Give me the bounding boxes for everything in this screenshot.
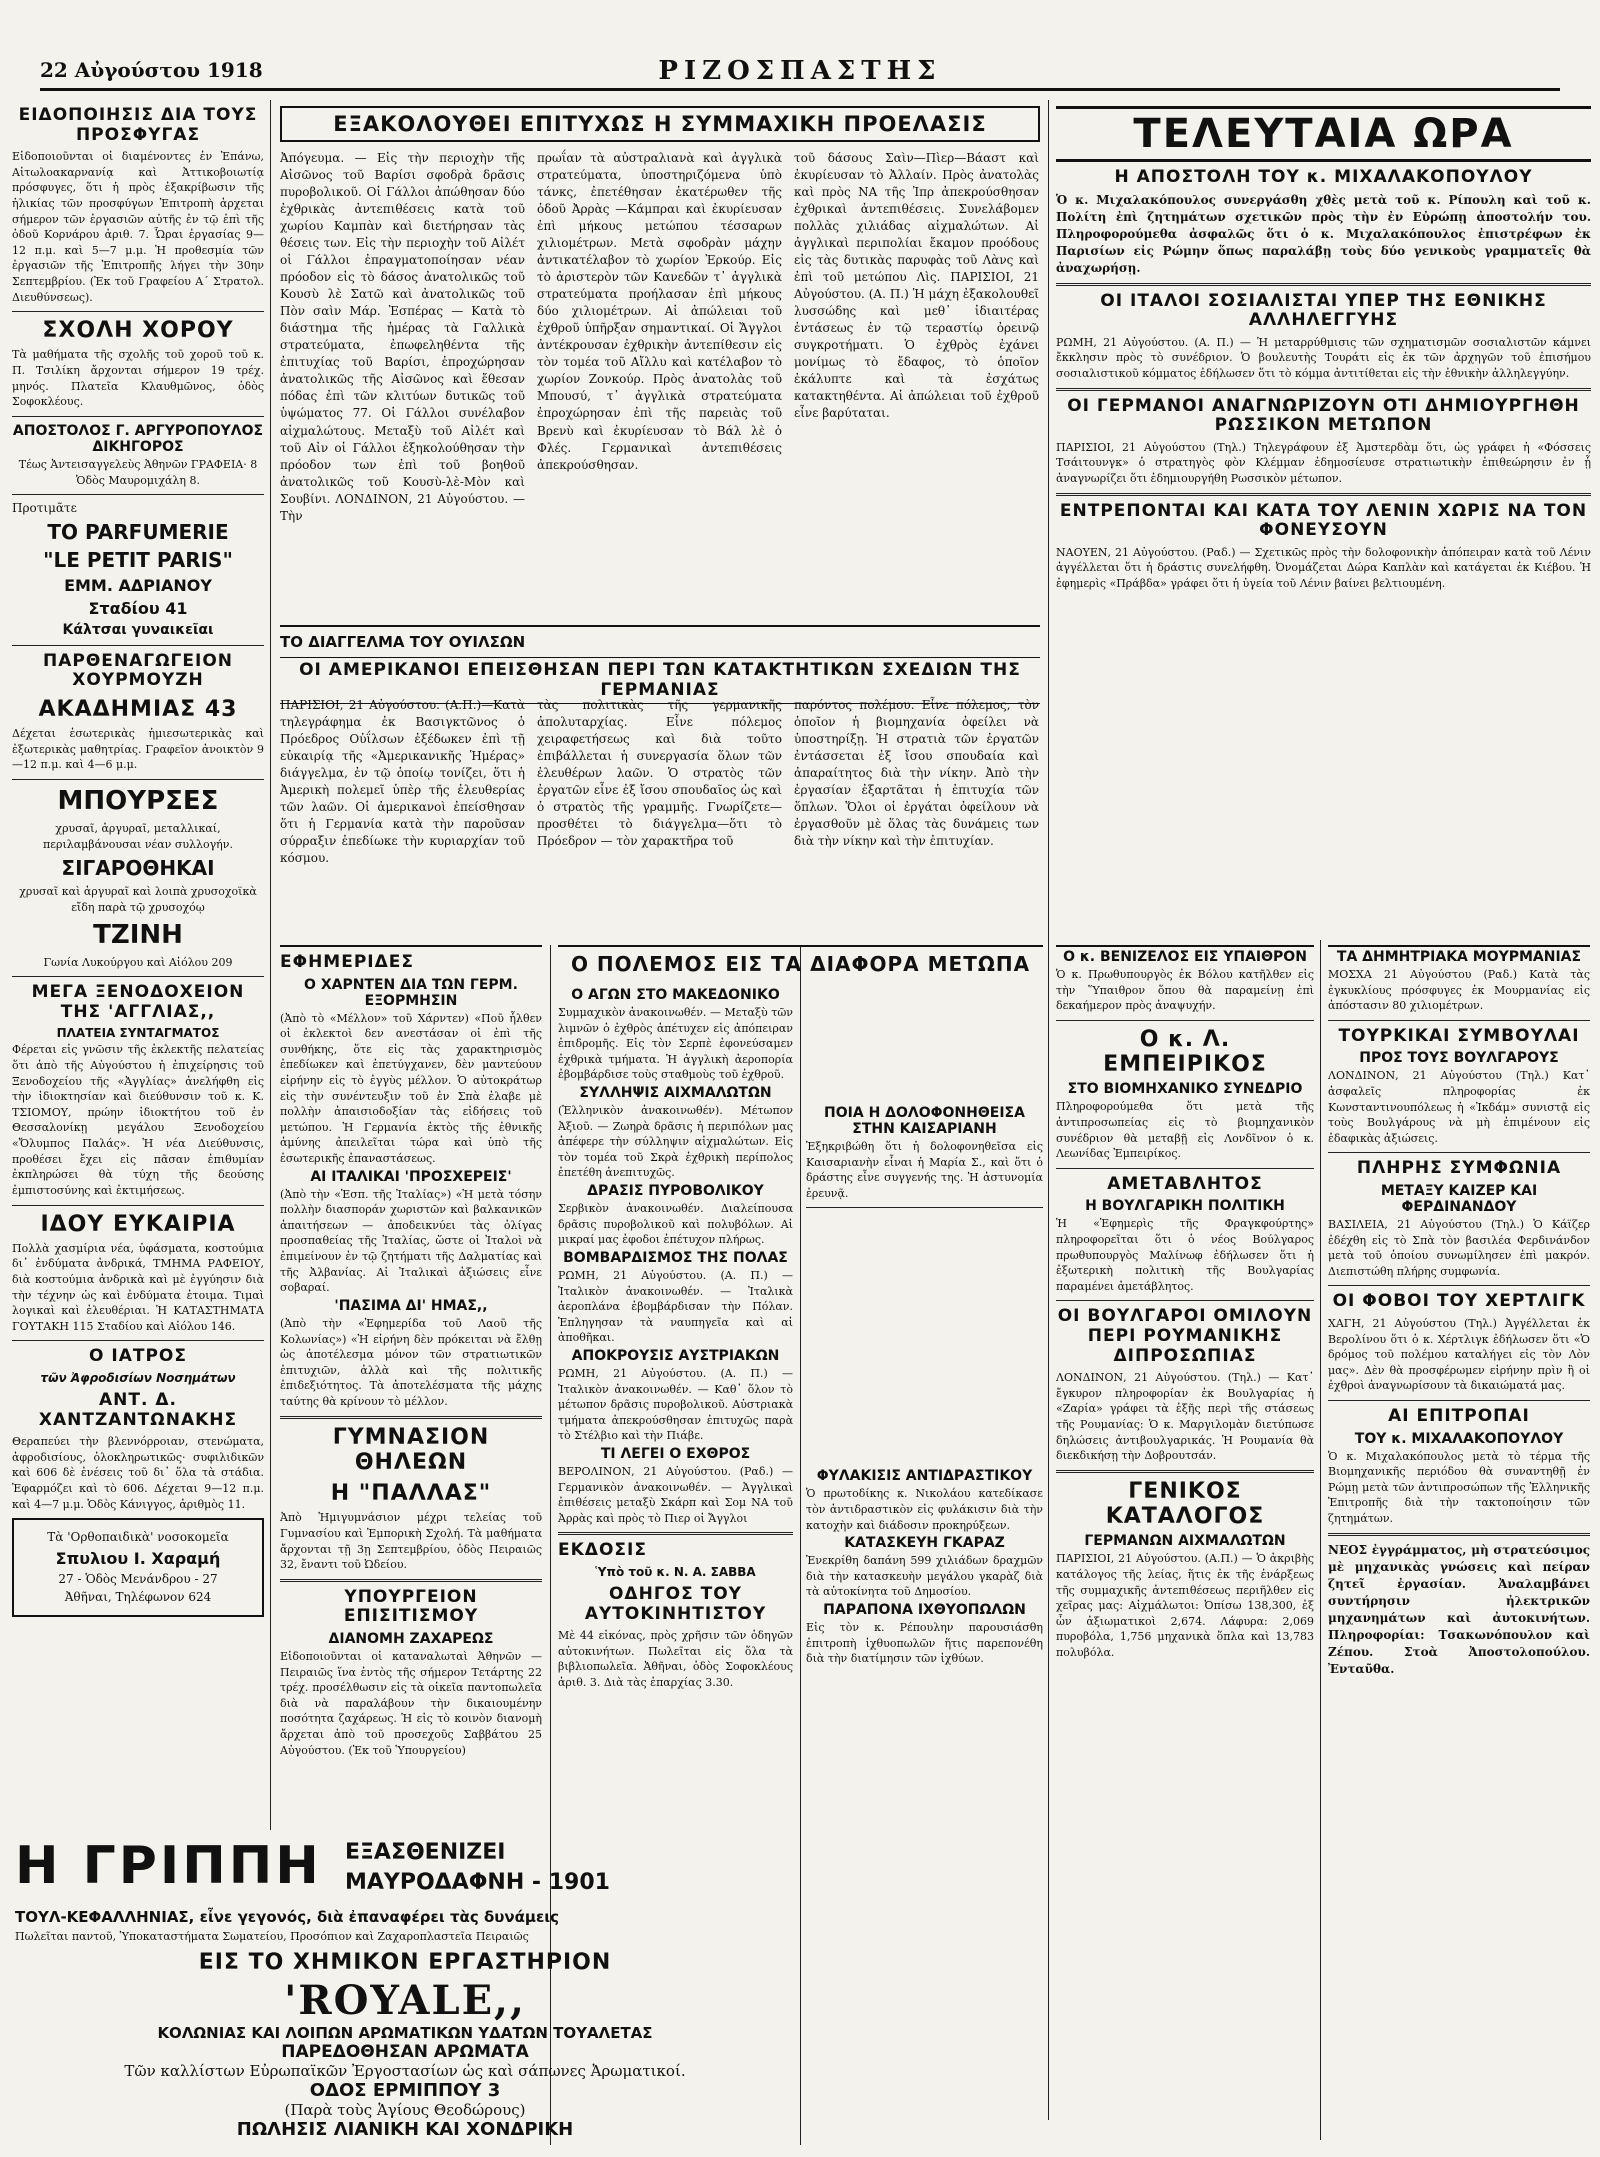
opportunity-headline: ΙΔΟΥ ΕΥΚΑΙΡΙΑ (40, 1211, 236, 1237)
girls-school-text: Δέχεται ἐσωτερικὰς ἡμιεσωτερικὰς καὶ ἐξωτερικὰς μαθητρίας. Γραφεῖον ἀνοικτὸν 9—12 π.μ. καὶ 4—6 μ.μ. (12, 727, 264, 772)
press-review-headline: ΕΦΗΜΕΡΙΔΕΣ (280, 952, 414, 972)
war-fronts-story (558, 945, 1043, 2147)
full-agreement-headline: ΠΛΗΡΗΣ ΣΥΜΦΩΝΙΑ (1356, 1158, 1562, 1179)
mission-text: Ὁ κ. Μιχαλακόπουλος συνεργάσθη χθὲς μετὰ τοῦ κ. Ρίπουλη καὶ τοῦ κ. Πολίτη ἐπὶ ζητημάτων σχετικῶν πρὸς τὴν ἐν Εὐρώπῃ ἀποστολήν του. Πληροφορούμεθα ἀσφαλῶς ὅτι ὁ κ. Μιχαλακόπουλος ἐπιστρέφων ἐκ Παρισίων εἰς Ρώμην ὅπως παραλάβῃ τοὺς δύο γενικοὺς γραμματεῖς θὰ ἀναχωρήσῃ. (1056, 192, 1591, 275)
bulgarian-policy-headline: ΑΜΕΤΑΒΛΗΤΟΣ (1107, 1173, 1263, 1194)
cigarette-case-text: χρυσαῖ καὶ ἀργυραῖ καὶ λοιπὰ χρυσοχοϊκὰ εἴδη παρὰ τῷ χρυσοχόῳ (19, 885, 257, 914)
wilson-col2 (537, 697, 782, 850)
right-col-a (1056, 945, 1314, 2142)
main-banner: ΕΞΑΚΟΛΟΥΘΕΙ ΕΠΙΤΥΧΩΣ Η ΣΥΜΜΑΧΙΚΗ ΠΡΟΕΛΑΣΙΣ (280, 106, 1040, 142)
prisoners-text: (Ἑλληνικὸν ἀνακοινωθέν). Μέτωπον Ἀξιοῦ. — Ζωηρὰ δρᾶσις ἡ περιπόλων μας ἀπέφερε τὴν σύλληψιν αἰχμαλώτων. Εἰς τὸν τομέα τοῦ Σκρὰ ἐχθρικὴ περίπολος ἐπετέθη ἀνεπιτυχῶς. (558, 1104, 793, 1180)
brooch-headline: ΜΠΟΥΡΣΕΣ (57, 785, 219, 816)
main-text-2: πρωΐαν τὰ αὐστραλιανὰ καὶ ἀγγλικὰ στρατεύματα, ὑποστηριζόμενα ὑπὸ τάνκς, ἐπετέθησαν ἑκατέρωθεν τῆς ὁδοῦ Ἀρρὰς —Κάμπραι καὶ ἐκυρίευσαν ἐπὶ μήκους μετώπου τέσσαρων χιλιομέτρων. Μετὰ σφοδρὰν μάχην ἀντικατέλαβον τὸ χωρίον Ἐρκούρ. Εἰς τὸ ἀριστερὸν τῶν Κανεδῶν τ᾽ ἀγγλικὰ στρατεύματα προήλασαν ἐπὶ μήκους δύο χιλιομέτρων. Αἱ ἀπώλειαι τοῦ ἐχθροῦ ὑπῆρξαν σημαντικαί. Οἱ Ἄγγλοι ἀντέκρουσαν ἐχθρικὴν ἀντεπίθεσιν εἰς τὸν τομέα τοῦ Αἴλλυ καὶ κατέλαβον τὸ χωρίον Ζονκούρ. Πρὸς ἀνατολὰς τοῦ Μπουσύ, τ᾽ ἀγγλικὰ στρατεύματα ἐπροχώρησαν ἐπὶ τῆς παρειὰς τοῦ Βρενὺ καὶ ἐκυρίευσαν τὸ Βάλ λὲ ὁ Φλές. Γερμανικαὶ ἀντεπιθέσεις ἀπεκρούσθησαν. (537, 151, 782, 472)
committees-text: Ὁ κ. Μιχαλακόπουλος μετὰ τὸ τέρμα τῆς Βιομηχανικῆς περιόδου θὰ συναντηθῇ ἐν Ρώμῃ μετὰ τῶν ἀντιπροσώπων τῆς Ἑλληνικῆς Ἐπιτροπῆς διὰ τὴν τακτοποίησιν τῶν ζητημάτων. (1328, 1449, 1590, 1525)
orthopedic-ad-box (12, 1518, 264, 1616)
left-classifieds-column (12, 100, 264, 1830)
doctor-name: ΑΝΤ. Δ. ΧΑΝΤΖΑΝΤΩΝΑΚΗΣ (38, 1390, 238, 1430)
royale-line8: ΠΩΛΗΣΙΣ ΛΙΑΝΙΚΗ ΚΑΙ ΧΟΝΔΡΙΚΗ (236, 2119, 574, 2140)
venizelos-text: Ὁ κ. Πρωθυπουργὸς ἐκ Βόλου κατῆλθεν εἰς τὴν Ὕπαιθρον ὅπου θὰ παραμείνῃ ἐπὶ δεκαήμερον πρὸς ἀναψυχήν. (1056, 968, 1314, 1013)
socialists-text: ΡΩΜΗ, 21 Αὐγούστου. (Α. Π.) — Ἡ μεταρρύθμισις τῶν σχηματισμῶν σοσιαλιστῶν κάμνει ἔκκλησιν πρὸς τὸ συνέδριον. Ὁ βουλευτὴς Τουράτι εἰς ἐκ τῶν ἀρχηγῶν τοῦ ἐπισήμου σοσιαλιστικοῦ κόμματος ἐδήλωσεν ὅτι τὸ κόμμα ἀντιτίθεται εἰς τὴν ἐθνικὴν ἀλληλεγγύην. (1056, 335, 1591, 381)
gymnasium-headline: ΓΥΜΝΑΣΙΟΝ ΘΗΛΕΩΝ (332, 1424, 490, 1475)
publication-title: ΟΔΗΓΟΣ ΤΟΥ ΑΥΤΟΚΙΝΗΤΙΣΤΟΥ (584, 1584, 767, 1624)
imprisonment-headline: ΦΥΛΑΚΙΣΙΣ ΑΝΤΙΔΡΑΣΤΙΚΟΥ (816, 1468, 1033, 1485)
lenin-headline: ΕΝΤΡΕΠΟΝΤΑΙ ΚΑΙ ΚΑΤΑ ΤΟΥ ΛΕΝΙΝ ΧΩΡΙΣ ΝΑ ΤΟΝ ΦΟΝΕΥΣΟΥΝ (1059, 500, 1588, 541)
girls-school-headline: ΠΑΡΘΕΝΑΓΩΓΕΙΟΝ ΧΟΥΡΜΟΥΖΗ (42, 650, 234, 691)
tzini-address: Γωνία Λυκούργου καὶ Αἰόλου 209 (43, 955, 233, 969)
main-col3 (794, 150, 1039, 423)
cigarette-case-headline: ΣΙΓΑΡΟΘΗΚΑΙ (61, 856, 215, 881)
wilson-kicker: ΤΟ ΔΙΑΓΓΕΛΜΑ ΤΟΥ ΟΥΙΛΣΩΝ (280, 633, 526, 651)
prisoner-list-text: ΠΑΡΙΣΙΟΙ, 21 Αὐγούστου. (Α.Π.) — Ὁ ἀκριβὴς κατάλογος τῆς λείας, ἥτις ἐκ τῆς ἐνάρξεως τῆς συμμαχικῆς ἀντεπιθέσεως περιῆλθεν εἰς χεῖρας μας: Αἰχμάλωτοι: Ὀπίσω 138,300, ἐξ ὧν ἀξιωματικοὶ 2,674. Λάφυρα: 2,069 πυροβόλα, 1,756 μηχανικὰ ὅπλα καὶ 13,783 πολυβόλα. (1056, 1552, 1314, 1659)
dance-school-headline: ΣΧΟΛΗ ΧΟΡΟΥ (42, 318, 234, 344)
main-war-story (280, 100, 1040, 620)
committees-headline: ΑΙ ΕΠΙΤΡΟΠΑΙ (1388, 1406, 1530, 1426)
supply-ministry-sub: ΔΙΑΝΟΜΗ ΖΑΧΑΡΕΩΣ (328, 1630, 494, 1647)
bulgarians-speak-text: ΛΟΝΔΙΝΟΝ, 21 Αὐγούστου. (Τηλ.) — Κατ᾽ ἔγκυρον πληροφορίαν ἐκ Βουλγαρίας ἡ «Ζαρία» γράφει τὰ ἑξῆς περὶ τῆς στάσεως τῆς Ρουμανίας: Ὁ κ. Μαργιλομὰν διετύπωσε δηλώσεις ἀντιβουλγαρικάς. Ἡ Ρουμανία θὰ διεκδικήσῃ τὴν Δοβρουτσάν. (1056, 1371, 1314, 1463)
pola-bombing-text: ΡΩΜΗ, 21 Αὐγούστου. (Α. Π.) — Ἰταλικὸν ἀνακοινωθέν. — Ἰταλικὰ ἀεροπλάνα ἐβομβάρδισαν τὴν Πόλαν. Ἐπληγησαν τὰ ναυπηγεῖα καὶ αἱ ἀποθῆκαι. (558, 1268, 793, 1345)
main-text-1: Ἀπόγευμα. — Εἰς τὴν περιοχὴν τῆς Αἰσῶνος τοῦ Βαρίσι σφοδρὰ δρᾶσις πυροβολικοῦ. Οἱ Γάλλοι ἀπώθησαν δύο ἐχθρικὰς ἀντεπιθέσεις κατὰ τοῦ χωρίου Καμπὰν καὶ διετήρησαν τὰς θέσεις των. Εἰς τὴν περιοχὴν τοῦ Αἰλέτ οἱ Γάλλοι ἐπραγματοποίησαν νέαν πρόοδον εἰς τὸ δάσος ἀνατολικῶς τοῦ Κουσὺ λὲ Σατῶ καὶ ἀνατολικῶς τοῦ Πὸν σαὶν Μάρ. Ἐσπέρας — Κατὰ τὸ διάστημα τῆς ἡμέρας τὰ Γαλλικὰ στρατεύματα, ἐπωφεληθέντα τῆς ἐπιτυχίας τοῦ Βαρίσι, ἐπροχώρησαν ἀνατολικῶς τῆς Αἰσῶνος καὶ ἔθεσαν πόδας ἐπὶ τῶν κλιτύων δυτικῶς τοῦ ὑψώματος 77. Οἱ Γάλλοι συνέλαβον αἰχμαλώτους. Μεταξὺ τοῦ Αἰλέτ καὶ τοῦ Αἰν οἱ Γάλλοι ἐξηκολούθησαν τὴν πρόοδον των ἐπὶ τοῦ βοηθοῦ ἀνατολικῶς τοῦ Κουσὺ-λὲ-Μὸν καὶ Σουβίνι. ΛΟΝΔΙΝΟΝ, 21 Αὐγούστου. — Τὴν (280, 151, 525, 523)
newspaper-title: ΡΙΖΟΣΠΑΣΤΗΣ (658, 56, 942, 86)
press-review-text3: (Ἀπὸ τὴν «Ἐφημερίδα τοῦ Λαοῦ τῆς Κολωνίας») «Ἡ εἰρήνη δὲν πρόκειται νὰ ἔλθῃ ὡς ἀποτέλεσμα μόνον τῶν στρατιωτικῶν ἐπιτυχιῶν, ἀλλὰ καὶ τῆς πολιτικῆς ἐπιδεξιότητος. Τὰ ἀποτελέσματα τῆς μάχης ταύτης θὰ κρίνουν τὸ μέλλον. (280, 1316, 542, 1408)
main-col1 (280, 150, 525, 525)
wilson-headline: ΟΙ ΑΜΕΡΙΚΑΝΟΙ ΕΠΕΙΣΘΗΣΑΝ ΠΕΡΙ ΤΩΝ ΚΑΤΑΚΤΗΤΙΚΩΝ ΣΧΕΔΙΩΝ ΤΗΣ ΓΕΡΜΑΝΙΑΣ (280, 657, 1040, 704)
venizelos-headline: Ο κ. ΒΕΝΙΖΕΛΟΣ ΕΙΣ ΥΠΑΙΘΡΟΝ (1063, 949, 1307, 965)
parfum-pre: Προτιμᾶτε (12, 501, 77, 516)
embirikos-sub: ΣΤΟ ΒΙΟΜΗΧΑΝΙΚΟ ΣΥΝΕΔΡΙΟ (1067, 1081, 1303, 1098)
parfum-line1: ΤΟ PARFUMERIE (47, 519, 229, 544)
enemy-says-text: ΒΕΡΟΛΙΝΟΝ, 21 Αὐγούστου. (Ραδ.) — Γερμανικὸν ἀνακοινωθέν. — Ἀγγλικαὶ ἐπιθέσεις μεταξὺ Σκάρπ καὶ Σομ ΝΑ τοῦ Ἀρρὰς καὶ πρὸς τὸ Πιερ οἱ Ἄγγλοι (558, 1465, 793, 1525)
parfum-line3: ΕΜΜ. ΑΔΡΙΑΝΟΥ (64, 575, 212, 595)
royale-line7: (Παρὰ τοὺς Ἁγίους Θεοδώρους) (284, 2101, 526, 2119)
press-review-sub3: 'ΠΑΣΙΜΑ ΔΙ' ΗΜΑΣ,, (334, 1297, 488, 1314)
kaisariani-text: Ἐξηκριβώθη ὅτι ἡ δολοφονηθεῖσα εἰς Καισαριανὴν εἶναι ἡ Μαρία Σ., καὶ ὅτι ὁ δράστης εἶνε συγγενής της. Ἡ ἀστυνομία ἐρευνᾷ. (806, 1140, 1043, 1200)
hertling-text: ΧΑΓΗ, 21 Αὐγούστου (Τηλ.) Ἀγγέλλεται ἐκ Βερολίνου ὅτι ὁ κ. Χέρτλιγκ ἐδήλωσεν ὅτι «Ὁ δρόμος τοῦ πολέμου καταλήγει εἰς τὸν Λὸν μας». Δὲν θὰ προσφέρωμεν εἰρήνην πρὶν ἢ οἱ ἐχθροὶ ἀναγνωρίσουν τὰ δικαιώματά μας. (1328, 1316, 1590, 1393)
parfum-line4: Σταδίου 41 (88, 598, 188, 618)
grippe-line2: ΜΑΥΡΟΔΑΦΝΗ - 1901 (345, 1870, 610, 1895)
opportunity-text: Πολλὰ χασμίρια νέα, ὑφάσματα, κοστούμια δι᾽ ἐνδύματα ἀνδρικά, ΤΜΗΜΑ ΡΑΦΕΙΟΥ, διὰ κοστούμια ἀνδρικὰ καὶ μὲ ἐγγύησιν διὰ τὴν τέχνην ὡς καὶ ἐνδύματα ἐτοιμα. Τιμαὶ λογικαὶ καὶ ἐλευθέριαι. Ἡ ΚΑΤΑΣΤΗΜΑΤΑ ΓΟΥΤΑΚΗ 115 Σταδίου καὶ Αἰόλου 146. (12, 1241, 264, 1333)
orthopedic-line1: Τὰ 'Ορθοπαιδικὰ' νοσοκομεῖα (47, 1530, 229, 1545)
publication-headline: ΕΚΔΟΣΙΣ (558, 1540, 647, 1561)
main-col2 (537, 150, 782, 474)
lawyer-headline: ΑΠΟΣΤΟΛΟΣ Γ. ΑΡΓΥΡΟΠΟΥΛΟΣ ΔΙΚΗΓΟΡΟΣ (12, 422, 264, 455)
wilson-story (280, 625, 1040, 939)
war-fronts-headline: Ο ΠΟΛΕΜΟΣ ΕΙΣ ΤΑ ΔΙΑΦΟΡΑ ΜΕΤΩΠΑ (570, 952, 1031, 976)
grippe-line3: ΤΟΥΛ-ΚΕΦΑΛΛΗΝΙΑΣ, εἶνε γεγονός, διὰ ἐπαναφέρει τὰς δυνάμεις (15, 1908, 560, 1926)
full-agreement-sub: ΜΕΤΑΞΥ ΚΑΙΖΕΡ ΚΑΙ ΦΕΡΔΙΝΑΝΔΟΥ (1380, 1182, 1538, 1215)
garage-headline: ΚΑΤΑΣΚΕΥΗ ΓΚΑΡΑΖ (844, 1535, 1005, 1552)
job-wanted-ad: ΝΕΟΣ ἐγγράμματος, μὴ στρατεύσιμος μὲ μηχανικὰς γνώσεις καὶ πείραν ζητεῖ ἐργασίαν. Ἀναλαμβάνει συντήρησιν ἠλεκτρικῶν μηχανημάτων καὶ ἀυτοκινήτων. Πληροφορίαι: Τσακωνόπουλον καὶ Ζέπου. Στοὰ Ἀποστολοπούλου. Ἐνταῦθα. (1328, 1542, 1590, 1676)
tzini-headline: ΤΖΙΝΗ (93, 919, 183, 950)
right-col-b (1328, 945, 1590, 2142)
brooch-text: χρυσαῖ, ἀργυραῖ, μεταλλικαί, περιλαμβάνουσαι νέαν συλλογήν. (43, 822, 233, 851)
wilson-text-1: ΠΑΡΙΣΙΟΙ, 21 Αὐγούστου. (Α.Π.)—Κατὰ τηλεγράφημα ἐκ Βασιγκτῶνος ὁ Πρόεδρος Οὐΐλσων ἐξέδωκεν ἐπὶ τῇ εὐκαιρίᾳ τῆς «Ἀμερικανικῆς Ἡμέρας» διάγγελμα, ἐν τῷ ὁποίῳ τονίζει, ὅτι ἡ Ἀμερικὴ πολεμεῖ ὑπὲρ τῆς ἐλευθερίας τῶν λαῶν. Οἱ ἀμερικανοὶ ἐπείσθησαν ὅτι ἡ Γερμανία κατὰ τὴν παροῦσαν σύρραξιν ἐπεδίωκε τὴν κυριαρχίαν τοῦ κόσμου. (280, 698, 525, 866)
girls-school-sub: ΑΚΑΔΗΜΙΑΣ 43 (38, 696, 238, 722)
kaisariani-headline: ΠΟΙΑ Η ΔΟΛΟΦΟΝΗΘΕΙΣΑ ΣΤΗΝ ΚΑΙΣΑΡΙΑΝΗ (824, 1105, 1025, 1137)
wilson-col1 (280, 697, 525, 867)
prisoner-list-headline: ΓΕΝΙΚΟΣ ΚΑΤΑΛΟΓΟΣ (1105, 1478, 1265, 1530)
royale-line6: ΟΔΟΣ ΕΡΜΙΠΠΟΥ 3 (309, 2080, 501, 2101)
artillery-headline: ΔΡΑΣΙΣ ΠΥΡΟΒΟΛΙΚΟΥ (587, 1183, 764, 1200)
murmansk-headline: ΤΑ ΔΗΜΗΤΡΙΑΚΑ ΜΟΥΡΜΑΝΙΑΣ (1336, 949, 1582, 965)
hotel-headline: ΜΕΓΑ ΞΕΝΟΔΟΧΕΙΟΝ ΤΗΣ 'ΑΓΓΛΙΑΣ,, (31, 982, 245, 1022)
hotel-sub: ΠΛΑΤΕΙΑ ΣΥΝΤΑΓΜΑΤΟΣ (56, 1026, 220, 1041)
enemy-says-headline: ΤΙ ΛΕΓΕΙ Ο ΕΧΘΡΟΣ (600, 1446, 751, 1463)
germans-russian-front-headline: ΟΙ ΓΕΡΜΑΝΟΙ ΑΝΑΓΝΩΡΙΖΟΥΝ ΟΤΙ ΔΗΜΙΟΥΡΓΗΘΗ ΡΩΣΣΙΚΟΝ ΜΕΤΩΠΟΝ (1067, 395, 1580, 436)
gymnasium-text: Ἀπὸ Ἡμιγυμνάσιον μέχρι τελείας τοῦ Γυμνασίου καὶ Ἐμπορικὴ Σχολή. Τὰ μαθήματα ἄρχονται τῇ 3ῃ Σεπτεμβρίου, ὁδὸς Πειραιῶς 32, ἔναντι τοῦ Ὠδείου. (280, 1511, 542, 1572)
grippe-line4: Πωλεῖται παντοῦ, Ὑποκαταστήματα Σωματείου, Προσόπιον καὶ Ζαχαροπλαστεῖα Πειραιῶς (15, 1930, 529, 1943)
garage-text: Ἐνεκρίθη δαπάνη 599 χιλιάδων δραχμῶν διὰ τὴν κατασκευὴν μεγάλου γκαρὰζ διὰ τὰ αὐτοκίνητα τοῦ Δημοσίου. (806, 1554, 1043, 1599)
hertling-headline: ΟΙ ΦΟΒΟΙ ΤΟΥ ΧΕΡΤΛΙΓΚ (1332, 1291, 1586, 1312)
full-agreement-text: ΒΑΣΙΛΕΙΑ, 21 Αὐγούστου (Τηλ.) Ὁ Κάϊζερ ἐδέχθη εἰς τὸ Σπὰ τὸν βασιλέα Φερδινάνδον μετὰ τοῦ ὁποίου συνωμίλησεν ἐπὶ μακρόν. Διεπιστώθη πλήρης συμφωνία. (1328, 1217, 1590, 1278)
press-review-text2: (Ἀπὸ τὴν «Ἑσπ. τῆς Ἰταλίας») «Ἡ μετὰ τόσην πολλὴν διασποράν χωριστῶν καὶ βαλκανικῶν ἀπαιτήσεων — ἀποδεικνύει τὰς ὀλίγας προσπαθείας τῆς Ἰταλίας, ὥστε οἱ Ἰταλοὶ νὰ ἐπιμείνουν ἐν τῷ ζητήματι τῆς Δαλματίας καὶ τῆς Ἀλβανίας. Αἱ Ἰταλικαὶ ἀξιώσεις εἶνε σοβαραί. (280, 1187, 542, 1295)
wilson-col3 (794, 697, 1039, 850)
refugees-headline: ΕΙΔΟΠΟΙΗΣΙΣ ΔΙΑ ΤΟΥΣ ΠΡΟΣΦΥΓΑΣ (18, 105, 258, 145)
turkish-advice-headline: ΤΟΥΡΚΙΚΑΙ ΣΥΜΒΟΥΛΑΙ (1338, 1025, 1580, 1046)
pola-bombing-headline: ΒΟΜΒΑΡΔΙΣΜΟΣ ΤΗΣ ΠΟΛΑΣ (563, 1249, 788, 1266)
publication-author: Ὑπὸ τοῦ κ. Ν. Α. ΣΑΒΒΑ (595, 1565, 756, 1579)
refugees-text: Εἰδοποιοῦνται οἱ διαμένοντες ἐν Ἐπάνω, Αἰτωλοακαρνανίᾳ καὶ Ἀττικοβοιωτίᾳ πρόσφυγες, ὅτι ἡ πρὸς ἐξακρίβωσιν τῆς ἡλικίας τῶν προσφύγων Ἐπιτροπὴ ἀρχεται σήμερον τῶν ἐργασιῶν αὐτῆς ἐν τῷ ἐπὶ τῆς ὁδοῦ Κορνάρου ἀριθ. 7. Ὧραι ἐργασίας 9—12 π.μ. καὶ 5—7 μ.μ. Ἡ προθεσμία τῶν ἐργασιῶν τῆς Ἐπιτροπῆς λήγει τὴν 30ην Σεπτεμβρίου. (Ἐκ τοῦ Γραφείου Α΄ Στρατολ. Διευθύνσεως). (12, 150, 264, 304)
prisoner-list-sub: ΓΕΡΜΑΝΩΝ ΑΙΧΜΑΛΩΤΩΝ (1084, 1533, 1286, 1550)
austrians-repulsed-text: ΡΩΜΗ, 21 Αὐγούστου. (Α. Π.) — Ἰταλικὸν ἀνακοινωθέν. — Καθ᾽ ὅλον τὸ μέτωπον δρᾶσις πυροβολικοῦ. Αὐστριακὰ τμήματα ἀπεκρούσθησαν ἐπιτυχῶς παρὰ τὸ Στέλβιο καὶ τὴν Πιάβε. (558, 1366, 793, 1443)
dance-school-text: Τὰ μαθήματα τῆς σχολῆς τοῦ χοροῦ τοῦ κ. Π. Τσιλίκη ἄρχονται σήμερον 19 τρέχ. μηνός. Πλατεῖα Κλαυθμῶνος, ὁδὸς Σοφοκλέους. (12, 348, 264, 409)
gymnasium-sub: Η "ΠΑΛΛΑΣ" (330, 1481, 492, 1507)
grippe-big: Η ΓΡΙΠΠΗ (15, 1836, 322, 1896)
publication-text: Μὲ 44 εἰκόνας, πρὸς χρῆσιν τῶν ὁδηγῶν αὐτοκινήτων. Πωλεῖται εἰς ὅλα τὰ βιβλιοπωλεῖα. Ἀθῆναι, ὁδὸς Σοφοκλέους ἀριθ. 3. Διὰ τὰς ἐπαρχίας 3.30. (558, 1629, 793, 1689)
embirikos-headline: Ο κ. Λ. ΕΜΠΕΙΡΙΚΟΣ (1103, 1026, 1267, 1078)
parfum-line2: "LE PETIT PARIS" (43, 547, 233, 572)
macedonia-headline: Ο ΑΓΩΝ ΣΤΟ ΜΑΚΕΔΟΝΙΚΟ (571, 987, 780, 1003)
press-review-sub2: ΑΙ ΙΤΑΛΙΚΑΙ 'ΠΡΟΣΧΕΡΕΙΣ' (310, 1168, 512, 1185)
press-review-column (280, 945, 542, 1827)
prisoners-headline: ΣΥΛΛΗΨΙΣ ΑΙΧΜΑΛΩΤΩΝ (579, 1085, 772, 1102)
turkish-advice-text: ΛΟΝΔΙΝΟΝ, 21 Αὐγούστου (Τηλ.) Κατ᾽ ἀσφαλεῖς πληροφορίας ἐκ Κωνσταντινουπόλεως ἡ «Ἰκδάμ» συνιστᾷ εἰς τοὺς Βουλγάρους νὰ μὴ ἐπιμένουν εἰς ἐδαφικὰς ἀξιώσεις. (1328, 1069, 1590, 1145)
mission-headline: Η ΑΠΟΣΤΟΛΗ ΤΟΥ κ. ΜΙΧΑΛΑΚΟΠΟΥΛΟΥ (1114, 167, 1533, 187)
embirikos-text: Πληροφορούμεθα ὅτι μετὰ τῆς ἀντιπροσωπείας εἰς τὸ βιομηχανικὸν συνέδριον θὰ μεταβῇ εἰς Λονδῖνον ὁ κ. Λεωνίδας Ἐμπειρίκος. (1056, 1100, 1314, 1161)
socialists-headline: ΟΙ ΙΤΑΛΟΙ ΣΟΣΙΑΛΙΣΤΑΙ ΥΠΕΡ ΤΗΣ ΕΘΝΙΚΗΣ ΑΛΛΗΛΕΓΓΥΗΣ (1100, 290, 1547, 331)
doctor-text: Θεραπεύει τὴν βλεννόρροιαν, στενώματα, ἀφροδισίους, ὁλοκληρωτικῶς· συφιλιδικῶν καὶ 606 δὲ ἐνέσεις τοῦ δι᾽ ὅλα τὰ στάδια. Ἐφαρμόζει καὶ τὸ 606. Δέχεται 9—12 π.μ. καὶ 4—7 μ.μ. Ὁδὸς Κάνιγγος, ἀριθμὸς 11. (12, 1435, 264, 1511)
orthopedic-line2: Σπυλιου Ι. Χαραμή (55, 1548, 221, 1568)
hotel-text: Φέρεται εἰς γνῶσιν τῆς ἐκλεκτῆς πελατείας ὅτι ἀπὸ τῆς Αὐγούστου ἡ ἐπιχείρησις τοῦ Ξενοδοχείου τῆς «Ἀγγλίας» ἀνελήφθη εἰς τὴν ἰδιοκτησίαν καὶ διεύθυνσιν τοῦ κ. Κ. ΤΣΙΟΜΟΥ, πρώην ἰδιοκτήτου τοῦ ἐν Θεσσαλονίκῃ μεγάλου Ξενοδοχείου «Ὄλυμπος Παλάς». Ἡ νέα Διεύθυνσις, προθέσει ἔχει εἰς πᾶσαν ἐπιθυμίαν ἐκπληρώσει θὰ τύχη τῆς δεούσης ἐμπιστοσύνης καὶ ἐκτιμήσεως. (12, 1043, 264, 1197)
parfum-line5: Κάλτσαι γυναικεῖαι (62, 621, 214, 638)
bulgarian-policy-text: Ἡ «Ἐφημερὶς τῆς Φραγκφούρτης» πληροφορεῖται ὅτι ὁ νέος Βούλγαρος πρωθυπουργὸς Μαλίνωφ ἐδήλωσεν ὅτι ἡ ἐξωτερικὴ πολιτικὴ τῆς Βουλγαρίας παραμένει ἀμετάβλητος. (1056, 1217, 1314, 1293)
masthead (40, 58, 1560, 91)
artillery-text: Σερβικὸν ἀνακοινωθέν. Διαλείπουσα δρᾶσις πυροβολικοῦ καὶ πολυβόλων. Αἱ μικραί μας ἐφοδοι ἐπέτυχον πλήρως. (558, 1202, 793, 1247)
fishmongers-headline: ΠΑΡΑΠΟΝΑ ΙΧΘΥΟΠΩΛΩΝ (823, 1602, 1026, 1619)
wilson-text-2: τὰς πολιτικὰς τῆς γερμανικῆς ἀπολυταρχίας. Εἶνε πόλεμος χειραφετήσεως καὶ διὰ τοῦτο ἐπιβάλλεται ἡ συνεργασία ὅλων τῶν ἐλευθέρων λαῶν. Ὁ στρατὸς τῶν ἐργατῶν εἶνε ἐξ ἴσου σπουδαῖος ὡς καὶ ὁ στρατὸς τῆς γραμμῆς. Γνωρίζετε—προσθέτει τὸ διάγγελμα—ὅτι τὸ Πρόεδρον — τὸν χαρακτῆρα τοῦ (537, 698, 782, 849)
supply-ministry-text: Εἰδοποιοῦνται οἱ καταναλωταὶ Ἀθηνῶν — Πειραιῶς ἵνα ἐντὸς τῆς σήμερον Τετάρτης 22 τρέχ. προσέλθωσιν εἰς τὰ οἰκεῖα παντοπωλεῖα διὰ νὰ παραλάβουν τὴν δικαιουμένην ποσότητα ζαχάρεως. Ἡ εἰς τὸ κοινὸν διανομὴ ἄρχεται ἀπὸ τοῦ προσεχοῦς Σαββάτου 25 Αὐγούστου. (Ἐκ τοῦ Ὑπουργείου) (280, 1649, 542, 1757)
doctor-headline: Ο ΙΑΤΡΟΣ (89, 1346, 187, 1367)
war-fronts-col1 (558, 985, 793, 1691)
main-text-3: τοῦ δάσους Σαὶν—Πὶερ—Βάαστ καὶ ἐκυρίευσαν τὸ Ἀλλαίν. Πρὸς ἀνατολὰς καὶ πρὸς ΝΑ τῆς Ἰπρ ἀπεκρούσθησαν ἐχθρικαὶ ἀντεπιθέσεις. Συνελάβομεν πολλὰς χιλιάδας αἰχμαλώτων. Αἱ ἀγγλικαὶ περιπολίαι ἔκαμον προόδους εἰς τὰς δυτικὰς παρυφὰς τοῦ Λὰνς καὶ ἐπὶ τοῦ μετώπου Λὶς. ΠΑΡΙΣΙΟΙ, 21 Αὐγούστου. (Α. Π.) Ἡ μάχη ἐξακολουθεῖ λυσσώδης καὶ μεθ᾽ ἰδιαιτέρας ἐντάσεως ἐν τῷ τεραστίῳ ὀρεινῷ συγκροτήματι. Ὁ ἐχθρὸς ἐχάνει μονίμως τὸ ἔδαφος, τὸ ὁποῖον ἐκάλυπτε καὶ τὰ ἐσχάτως κατακτηθέντα. Αἱ ἀπώλειαι τοῦ ἐχθροῦ εἶνε βαρύταται. (794, 151, 1039, 421)
issue-date: 22 Αὐγούστου 1918 (40, 58, 263, 82)
royale-line3: ΚΟΛΩΝΙΑΣ ΚΑΙ ΛΟΙΠΩΝ ΑΡΩΜΑΤΙΚΩΝ ΥΔΑΤΩΝ ΤΟΥΑΛΕΤΑΣ (157, 2024, 653, 2042)
royale-brand: 'ROYALE,, (284, 1977, 526, 2024)
bulgarian-policy-sub: Η ΒΟΥΛΓΑΡΙΚΗ ΠΟΛΙΤΙΚΗ (1085, 1198, 1285, 1215)
column-rule (1048, 100, 1049, 2120)
latest-hour-section (1056, 100, 1591, 940)
royale-line5: Τῶν καλλίστων Εὐρωπαϊκῶν Ἐργοστασίων ὡς καὶ σάπωνες Ἀρωματικοί. (124, 2062, 686, 2080)
royale-line4: ΠΑΡΕΔΟΘΗΣΑΝ ΑΡΩΜΑΤΑ (281, 2042, 529, 2062)
turkish-advice-sub: ΠΡΟΣ ΤΟΥΣ ΒΟΥΛΓΑΡΟΥΣ (1359, 1050, 1559, 1067)
fishmongers-text: Εἰς τὸν κ. Ρέπουλην παρουσιάσθη ἐπιτροπὴ ἰχθυοπωλῶν ἥτις παρεπονέθη διὰ τὴν διατίμησιν τῶν ἰχθύων. (806, 1621, 1043, 1666)
war-fronts-col2 (806, 985, 1043, 1667)
committees-sub: ΤΟΥ κ. ΜΙΧΑΛΑΚΟΠΟΥΛΟΥ (1354, 1430, 1564, 1447)
germans-russian-front-text: ΠΑΡΙΣΙΟΙ, 21 Αὐγούστου (Τηλ.) Τηλεγράφουν ἐξ Ἀμστερδὰμ ὅτι, ὡς γράφει ἡ «Φόσσεις Τσάιτουνγκ» ὁ στρατηγὸς φὸν Κλέμμαν ἐδημοσίευσε στρατιωτικὴν ἐπιθεώρησιν ἐν ᾗ ἀναγνωρίζει ὅτι ἐδημιουργήθη Ρωσσικὸν μέτωπον. (1056, 440, 1591, 485)
murmansk-text: ΜΟΣΧΑ 21 Αὐγούστου (Ραδ.) Κατὰ τὰς ἐγκυκλίους πρόσφυγες ἐκ Μουρμανίας εἰς ἀπόστασιν 80 χιλιομέτρων. (1328, 968, 1590, 1013)
lawyer-text: Τέως Ἀντεισαγγελεὺς Ἀθηνῶν ΓΡΑΦΕΙΑ· 8 Ὁδὸς Μαυρομιχάλη 8. (18, 457, 258, 487)
royale-line1: ΕΙΣ ΤΟ ΧΗΜΙΚΟΝ ΕΡΓΑΣΤΗΡΙΟΝ (198, 1950, 612, 1975)
doctor-sub: τῶν Ἀφροδισίων Νοσημάτων (40, 1371, 236, 1386)
orthopedic-line3: 27 - Ὁδὸς Μενάνδρου - 27 (58, 1571, 218, 1586)
grippe-line1: ΕΞΑΣΘΕΝΙΖΕΙ (345, 1840, 506, 1865)
column-rule (1320, 940, 1321, 2140)
bulgarians-speak-headline: ΟΙ ΒΟΥΛΓΑΡΟΙ ΟΜΙΛΟΥΝ ΠΕΡΙ ΡΟΥΜΑΝΙΚΗΣ ΔΙΠΡΟΣΩΠΙΑΣ (1057, 1306, 1313, 1366)
macedonia-text: Συμμαχικὸν ἀνακοινωθέν. — Μεταξὺ τῶν λιμνῶν ὁ ἐχθρὸς ἀπέτυχεν εἰς ἀπόπειραν ἐπιδρομῆς. Εἰς τὸν Σερπὲ ἐφονεύσαμεν ἐχθρικὰ τμήματα. Ἡ ἀγγλικὴ ἀεροπορία ἐβομβάρδισε τοὺς σταθμοὺς τοῦ ἐχθροῦ. (558, 1006, 793, 1082)
press-review-text1: (Ἀπὸ τὸ «Μέλλον» τοῦ Χάρντεν) «Ποῦ ἦλθεν οἱ ἐκλεκτοὶ δεν ανεστάσαν οἱ ἐπὶ τῆς συνθήκης, ὅτε εἰς τὰς χαρακτηρισμὸς ἐπεδίωκεν καὶ ἐπετύγχανεν, δὲν μαντεύουν εἰρήνην εἰς τὸ ἐγγὺς μέλλον. Ὁ αὐτοκράτωρ εἰς τὴν συνέντευξιν τοῦ ἐν Σπὰ ἐλαβε μὲ πολλὴν ἀπαισιοδοξίαν τὰς εἰδήσεις τοῦ μετώπου. Ἡ Γερμανία ἐκτὸς τῆς ἐθνικῆς ἀμύνης ἀπειλεῖται τώρα καὶ ὑπὸ τῆς ἐσωτερικῆς ἐπαναστάσεως. (280, 1011, 542, 1166)
lenin-text: ΝΑΟΥΕΝ, 21 Αὐγούστου. (Ραδ.) — Σχετικῶς πρὸς τὴν δολοφονικὴν ἀπόπειραν κατὰ τοῦ Λένιν ἀγγέλλεται ὅτι ἡ δράστις συνελήφθη. Ὀνομάζεται Δώρα Καπλὰν καὶ κατάγεται ἐκ Κιέβου. Ἡ ἐφημερὶς «Πράβδα» γράφει ὅτι ἡ ὑγεία τοῦ Λένιν βαίνει βελτιουμένη. (1056, 545, 1591, 590)
austrians-repulsed-headline: ΑΠΟΚΡΟΥΣΙΣ ΑΥΣΤΡΙΑΚΩΝ (571, 1347, 780, 1364)
latest-hour-banner: ΤΕΛΕΥΤΑΙΑ ΩΡΑ (1056, 106, 1591, 162)
imprisonment-text: Ὁ πρωτοδίκης κ. Νικολάου κατεδίκασε τὸν ἀντιδραστικὸν εἰς φυλάκισιν διὰ τὴν κατοχὴν καὶ διάδοσιν προκηρύξεων. (806, 1487, 1043, 1532)
supply-ministry-headline: ΥΠΟΥΡΓΕΙΟΝ ΕΠΙΣΙΤΙΣΜΟΥ (343, 1586, 479, 1627)
column-rule (270, 100, 271, 1830)
press-review-sub1: Ο ΧΑΡΝΤΕΝ ΔΙΑ ΤΩΝ ΓΕΡΜ. ΕΞΟΡΜΗΣΙΝ (304, 976, 518, 1009)
orthopedic-line4: Ἀθῆναι, Τηλέφωνον 624 (64, 1590, 212, 1605)
wilson-text-3: παρόντος πολέμου. Εἶνε πόλεμος, τὸν ὁποῖον ἡ βιομηχανία ὀφείλει νὰ ὑποστηρίξῃ. Ἡ στρατιὰ τῶν ἐργατῶν ἐντάσσεται ἐξ ἴσου σπουδαία καὶ ἀπαραίτητος διὰ τὴν νίκην. Ἀπὸ τὴν ἐργασίαν ἐξαρτᾶται ἡ ἐπιτυχία τῶν ὅπλων. Ὅλοι οἱ ἐργάται ὀφείλουν νὰ ἐργασθοῦν μὲ ὅλας τὰς δυνάμεις των διὰ τὴν νίκην καὶ τὴν ἐπιτυχίαν. (794, 698, 1039, 849)
